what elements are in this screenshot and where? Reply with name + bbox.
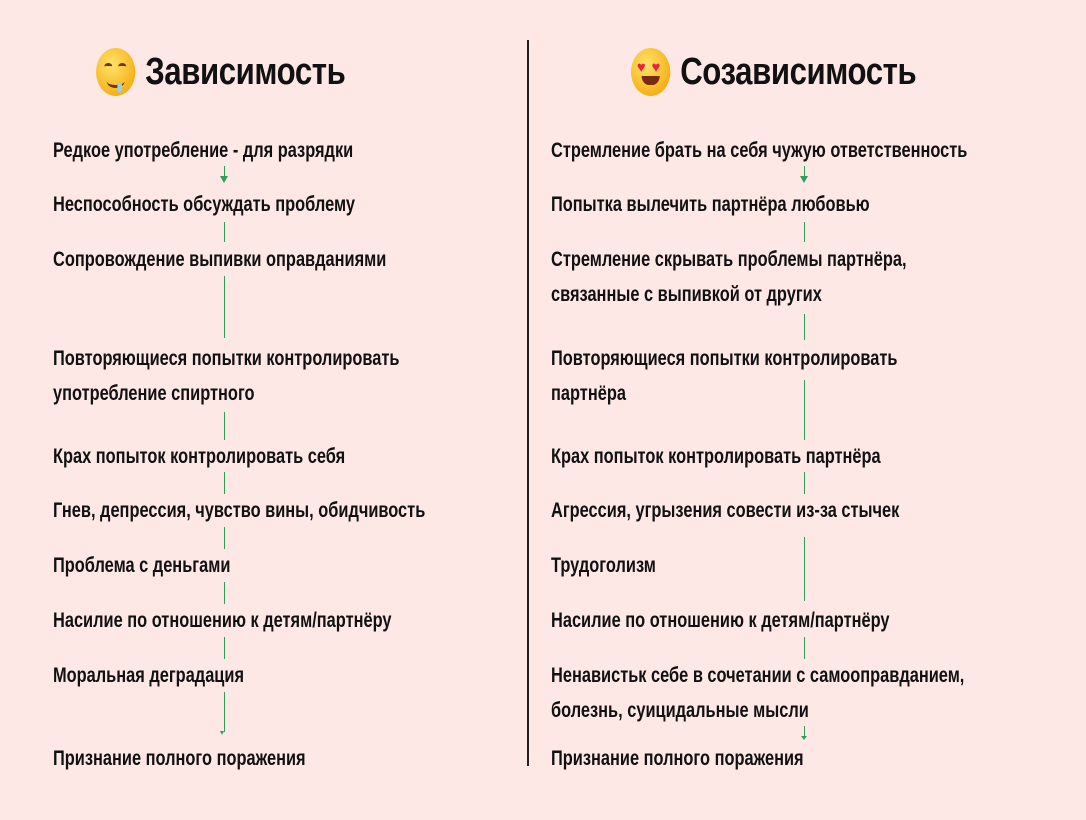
- codependency-column: [529, 0, 1086, 820]
- connector: [804, 537, 805, 601]
- connector: [224, 222, 225, 242]
- connector: [224, 692, 225, 732]
- addiction-step-9: Моральная деградация: [53, 664, 245, 687]
- codependency-step-4-line-1: Повторяющиеся попытки контролировать: [551, 347, 898, 370]
- addiction-title: [96, 44, 345, 100]
- codependency-step-9-line-2: болезнь, суицидальные мысли: [551, 699, 809, 722]
- addiction-step-3: Сопровождение выпивки оправданиями: [53, 248, 387, 271]
- arrow-down-icon: [801, 736, 807, 740]
- connector: [804, 726, 805, 736]
- connector: [224, 527, 225, 549]
- addiction-column: [0, 0, 528, 820]
- codependency-step-9-line-1: Ненавистьк себе в сочетании с самооправданием,: [551, 664, 965, 687]
- addiction-step-10: Признание полного поражения: [53, 747, 306, 770]
- arrow-down-icon: [220, 176, 228, 183]
- connector: [224, 582, 225, 604]
- addiction-step-6: Гнев, депрессия, чувство вины, обидчивость: [53, 499, 426, 522]
- codependency-step-8: Насилие по отношению к детям/партнёру: [551, 609, 890, 632]
- codependency-step-6: Агрессия, угрызения совести из-за стычек: [551, 499, 900, 522]
- connector: [804, 314, 805, 340]
- connector: [804, 380, 805, 440]
- codependency-step-5: Крах попыток контролировать партнёра: [551, 445, 881, 468]
- arrow-down-icon: [800, 176, 808, 183]
- codependency-title: [631, 44, 916, 100]
- connector: [804, 166, 805, 176]
- addiction-step-5: Крах попыток контролировать себя: [53, 445, 346, 468]
- addiction-step-7: Проблема с деньгами: [53, 554, 231, 577]
- codependency-step-7: Трудоголизм: [551, 554, 656, 577]
- arrow-down-icon: [220, 731, 224, 735]
- codependency-step-10: Признание полного поражения: [551, 747, 804, 770]
- addiction-step-4-line-1: Повторяющиеся попытки контролировать: [53, 347, 400, 370]
- connector: [224, 637, 225, 659]
- connector: [224, 412, 225, 440]
- connector: [224, 276, 225, 338]
- connector: [804, 222, 805, 242]
- drooling-face-icon: [96, 48, 135, 96]
- codependency-title-text: Созависимость: [680, 50, 917, 93]
- codependency-step-3-line-1: Стремление скрывать проблемы партнёра,: [551, 248, 907, 271]
- codependency-step-2: Попытка вылечить партнёра любовью: [551, 193, 870, 216]
- addiction-step-4-line-2: употребление спиртного: [53, 382, 255, 405]
- codependency-step-3-line-2: связанные с выпивкой от других: [551, 283, 822, 306]
- heart-eyes-icon: ♥ ♥: [631, 48, 670, 96]
- connector: [804, 472, 805, 494]
- addiction-step-1: Редкое употребление - для разрядки: [53, 139, 354, 162]
- codependency-step-1: Стремление брать на себя чужую ответственность: [551, 139, 968, 162]
- codependency-step-4-line-2: партнёра: [551, 382, 626, 405]
- addiction-step-8: Насилие по отношению к детям/партнёру: [53, 609, 392, 632]
- connector: [224, 472, 225, 494]
- connector: [804, 637, 805, 659]
- connector: [224, 166, 225, 176]
- addiction-step-2: Неспособность обсуждать проблему: [53, 193, 355, 216]
- addiction-title-text: Зависимость: [145, 50, 346, 93]
